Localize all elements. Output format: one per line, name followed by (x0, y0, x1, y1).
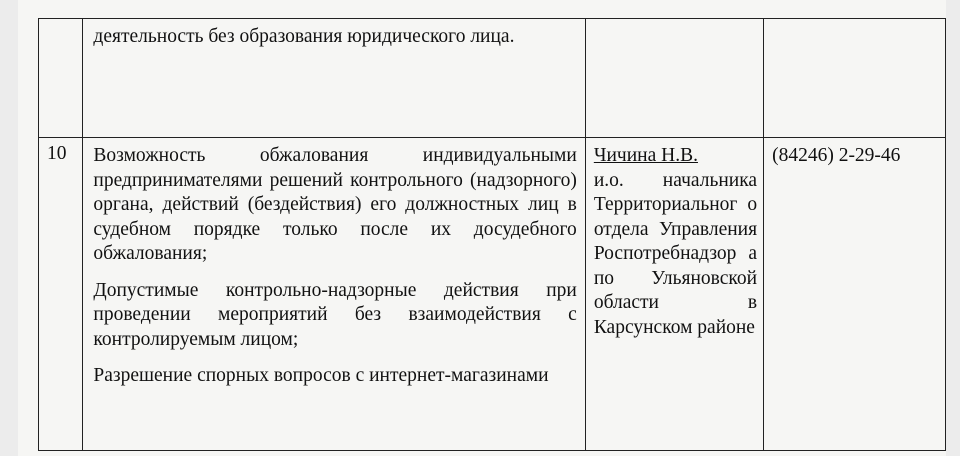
description-paragraph: Возможность обжалования индивидуальными предпринимателями решений контрольного (надзорного) органа, действий (бездействия) его должностных лиц в судебном порядке только после их досудебного обжалования; (93, 145, 577, 264)
description-text: деятельность без образования юридического лица. (93, 26, 515, 47)
number-cell (39, 19, 83, 138)
description-cell (83, 19, 585, 138)
document-page (18, 0, 946, 456)
table-row (39, 138, 946, 451)
events-table (38, 18, 946, 451)
number-cell: 10 (39, 138, 83, 451)
responsible-name: Чичина Н.В. (593, 145, 698, 166)
table-row (39, 19, 946, 138)
description-paragraph: Разрешение спорных вопросов с интернет-магазинами (93, 365, 549, 386)
responsible-position: и.о. начальника Территориальног о отдела Управления Роспотребнадзор а по Ульяновской области в Карсунском районе (593, 169, 758, 338)
responsible-cell (585, 19, 763, 138)
phone-cell (764, 19, 946, 138)
description-cell (83, 138, 585, 451)
description-paragraph: Допустимые контрольно-надзорные действия при проведении мероприятий без взаимодействия с контролируемым лицом; (93, 279, 577, 350)
responsible-cell (585, 138, 763, 451)
phone-cell: (84246) 2-29-46 (764, 138, 946, 451)
